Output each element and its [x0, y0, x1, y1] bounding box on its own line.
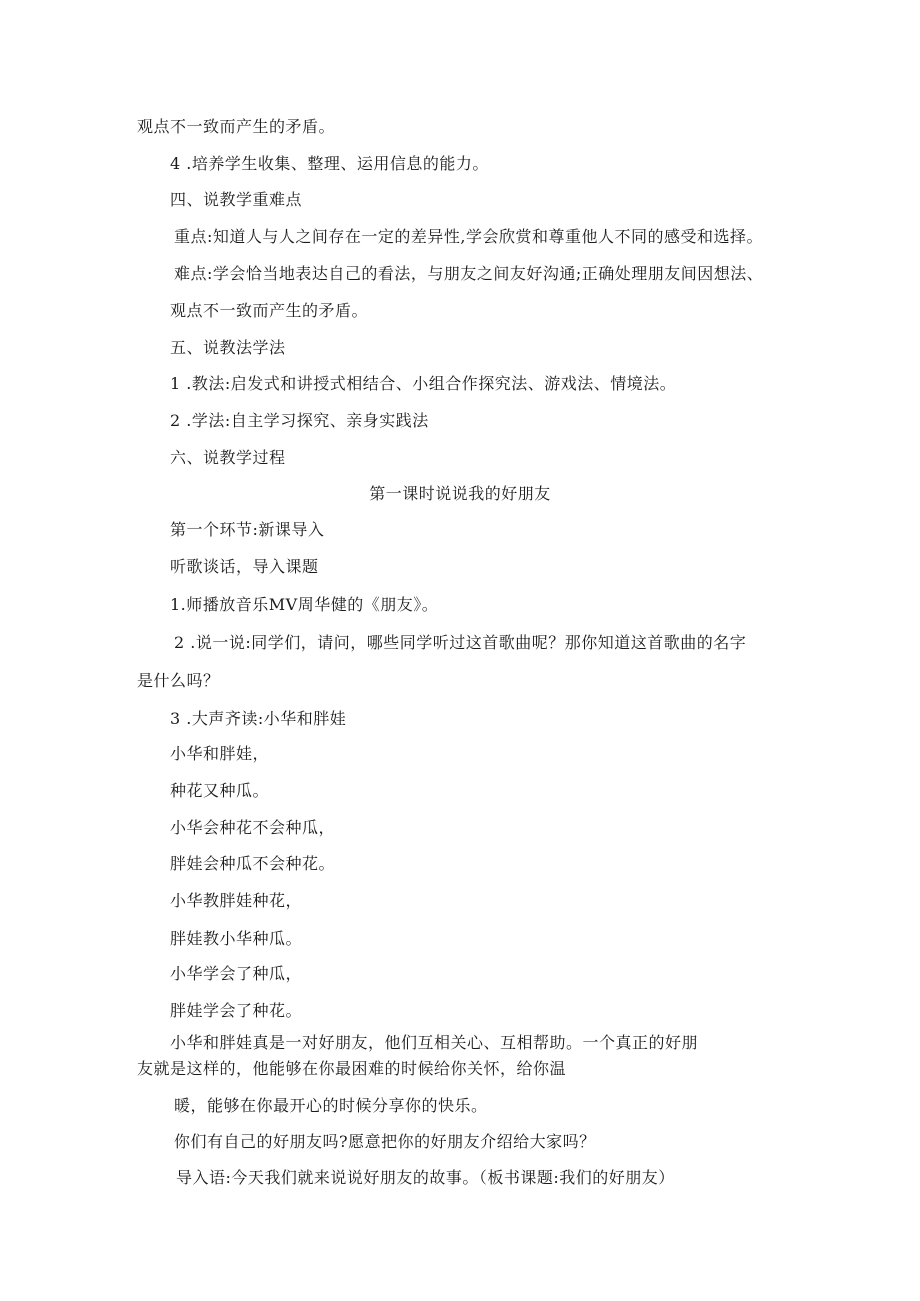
poem-line: 种花又种瓜。 [170, 781, 270, 800]
section-heading-5: 五、说教法学法 [170, 338, 286, 357]
section-heading-6: 六、说教学过程 [170, 448, 286, 467]
step-subheading: 听歌谈话，导入课题 [170, 557, 319, 576]
poem-line: 小华学会了种瓜， [170, 964, 303, 983]
step-heading: 第一个环节:新课导入 [170, 520, 325, 539]
key-point: 重点:知道人与人之间存在一定的差异性,学会欣赏和尊重他人不同的感受和选择。 [174, 227, 763, 246]
text-line: 是什么吗？ [137, 671, 220, 690]
poem-line: 胖娃会种瓜不会种花。 [170, 854, 336, 873]
poem-line: 小华和胖娃， [170, 744, 270, 763]
poem-line: 小华教胖娃种花， [170, 891, 303, 910]
paragraph-line: 暖，能够在你最开心的时候分享你的快乐。 [174, 1096, 488, 1115]
poem-line: 胖娃学会了种花。 [170, 1001, 303, 1020]
list-item-3: 3 .大声齐读:小华和胖娃 [170, 709, 347, 728]
paragraph-line: 你们有自己的好朋友吗?愿意把你的好朋友介绍给大家吗？ [174, 1132, 596, 1151]
list-item-4: 4 .培养学生收集、整理、运用信息的能力。 [170, 154, 489, 173]
text-line: 观点不一致而产生的矛盾。 [170, 301, 369, 320]
list-item-2: 2 .说一说:同学们，请问，哪些同学听过这首歌曲呢？那你知道这首歌曲的名字 [174, 633, 747, 652]
difficult-point: 难点:学会恰当地表达自己的看法，与朋友之间友好沟通;正确处理朋友间因想法、 [174, 264, 764, 283]
text-line: 观点不一致而产生的矛盾。 [137, 117, 336, 136]
paragraph-line: 小华和胖娃真是一对好朋友，他们互相关心、互相帮助。一个真正的好朋 [170, 1033, 699, 1052]
list-item-2: 2 .学法:自主学习探究、亲身实践法 [170, 411, 429, 430]
intro-line: 导入语:今天我们就来说说好朋友的故事。（板书课题:我们的好朋友） [176, 1168, 675, 1187]
list-item-1: 1.师播放音乐MV周华健的《朋友》。 [170, 595, 439, 614]
poem-line: 小华会种花不会种瓜， [170, 818, 336, 837]
poem-line: 胖娃教小华种瓜。 [170, 929, 303, 948]
lesson-title: 第一课时说说我的好朋友 [369, 484, 551, 503]
paragraph-line: 友就是这样的，他能够在你最困难的时候给你关怀，给你温 [137, 1059, 567, 1078]
list-item-1: 1 .教法:启发式和讲授式相结合、小组合作探究法、游戏法、情境法。 [170, 374, 677, 393]
section-heading-4: 四、说教学重难点 [170, 190, 303, 209]
